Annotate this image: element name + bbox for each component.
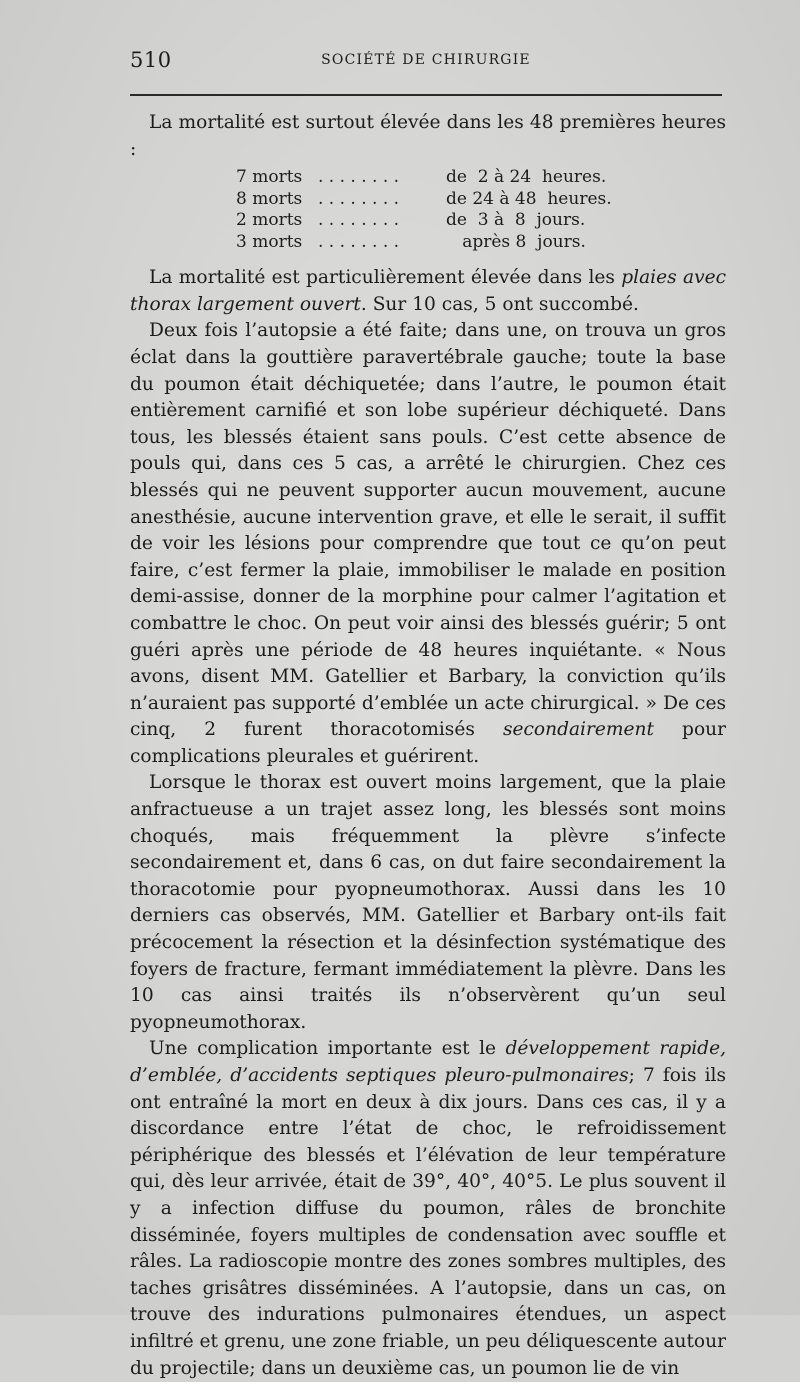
spacer	[130, 257, 726, 265]
table-row	[236, 189, 726, 211]
text-run: Une complication importante est le	[149, 1038, 506, 1060]
text-run: pour complications pleurales et guérirent.	[130, 719, 726, 767]
header-rule	[130, 94, 722, 96]
table-cell-range: de 3 à 8 jours.	[446, 210, 586, 231]
page-header	[130, 48, 722, 78]
table-cell-dots: . . . . . . . .	[318, 188, 400, 209]
emphasis: plaies avec thorax largement ouvert	[130, 267, 726, 315]
table-cell-count: 7 morts	[236, 167, 303, 188]
emphasis: secondairement	[502, 719, 654, 741]
table-row	[236, 232, 726, 254]
paragraph-autopsy	[130, 318, 726, 770]
paragraph-septic-complication	[130, 1036, 726, 1382]
text-run: ; 7 fois ils ont entraîné la mort en deux à dix jours. Dans ces cas, il y a discordance entre l’état de choc, le refroidissement périphérique des blessés et l’élévation de leur température qui, dès leur arrivée, était de 39°, 40°, 40°5. Le plus souvent il y a infection diffuse du poumon, râles de bronchite disséminée, foyers multiples de condensation avec souffle et râles. La radioscopie montre des zones sombres multiples, des taches grisâtres disséminées. A l’autopsie, dans un cas, on trouve des indurations pulmonaires étendues, un aspect infiltré et grenu, une zone friable, un peu déliquescente autour du projectile; dans un deuxième cas, un poumon lie de vin	[130, 1065, 727, 1379]
table-cell-dots: . . . . . . . .	[318, 167, 400, 188]
paragraph-open-thorax	[130, 265, 726, 318]
text-run: La mortalité est particulièrement élevée dans les	[149, 267, 622, 289]
emphasis: développement rapide, d’emblée, d’accidents septiques pleuro-pulmonaires	[130, 1038, 726, 1086]
table-cell-range: après 8 jours.	[446, 231, 586, 252]
mortality-table	[236, 167, 726, 253]
body-text	[130, 110, 726, 1382]
table-cell-dots: . . . . . . . .	[318, 231, 400, 252]
table-row	[236, 167, 726, 189]
running-title: SOCIÉTÉ DE CHIRURGIE	[321, 52, 531, 68]
table-cell-count: 8 morts	[236, 188, 303, 209]
text-run: Deux fois l’autopsie a été faite; dans une, on trouva un gros éclat dans la gouttière paravertébrale gauche; toute la base du poumon était déchiquetée; dans l’autre, le poumon était entièrement carnifié et son lobe supérieur déchiqueté. Dans tous, les blessés étaient sans pouls. C’est cette absence de pouls qui, dans ces 5 cas, a arrêté le chirurgien. Chez ces blessés qui ne peuvent supporter aucun mouvement, aucune anesthésie, aucune intervention grave, et elle le serait, il suffit de voir les lésions pour comprendre que tout ce qu’on peut faire, c’est fermer la plaie, immobiliser le malade en position demi-assise, donner de la morphine pour calmer l’agitation et combattre le choc. On peut voir ainsi des blessés guérir; 5 ont guéri après une période de 48 heures inquiétante. « Nous avons, disent MM. Gatellier et Barbary, la conviction qu’ils n’auraient pas supporté d’emblée un acte chirurgical. » De ces cinq, 2 furent thoracotomisés	[130, 320, 726, 741]
table-cell-range: de 2 à 24 heures.	[446, 167, 607, 188]
table-cell-range: de 24 à 48 heures.	[446, 188, 612, 209]
page-number: 510	[130, 48, 172, 72]
table-cell-count: 2 morts	[236, 210, 303, 231]
table-cell-count: 3 morts	[236, 231, 303, 252]
paragraph-partial-opening: Lorsque le thorax est ouvert moins largement, que la plaie anfractueuse a un trajet assez long, les blessés sont moins choqués, mais fréquemment la plèvre s’infecte secondairement et, dans 6 cas, on dut faire secondairement la thoracotomie pour pyopneumothorax. Aussi dans les 10 derniers cas observés, MM. Gatellier et Barbary ont-ils fait précocement la résection et la désinfection systématique des foyers de fracture, fermant immédiatement la plèvre. Dans les 10 cas ainsi traités ils n’observèrent qu’un seul pyopneumothorax.	[130, 772, 726, 1033]
intro-paragraph: La mortalité est surtout élevée dans les 48 premières heures :	[130, 112, 726, 160]
table-row	[236, 210, 726, 232]
text-run: . Sur 10 cas, 5 ont succombé.	[360, 293, 639, 315]
table-cell-dots: . . . . . . . .	[318, 210, 400, 231]
